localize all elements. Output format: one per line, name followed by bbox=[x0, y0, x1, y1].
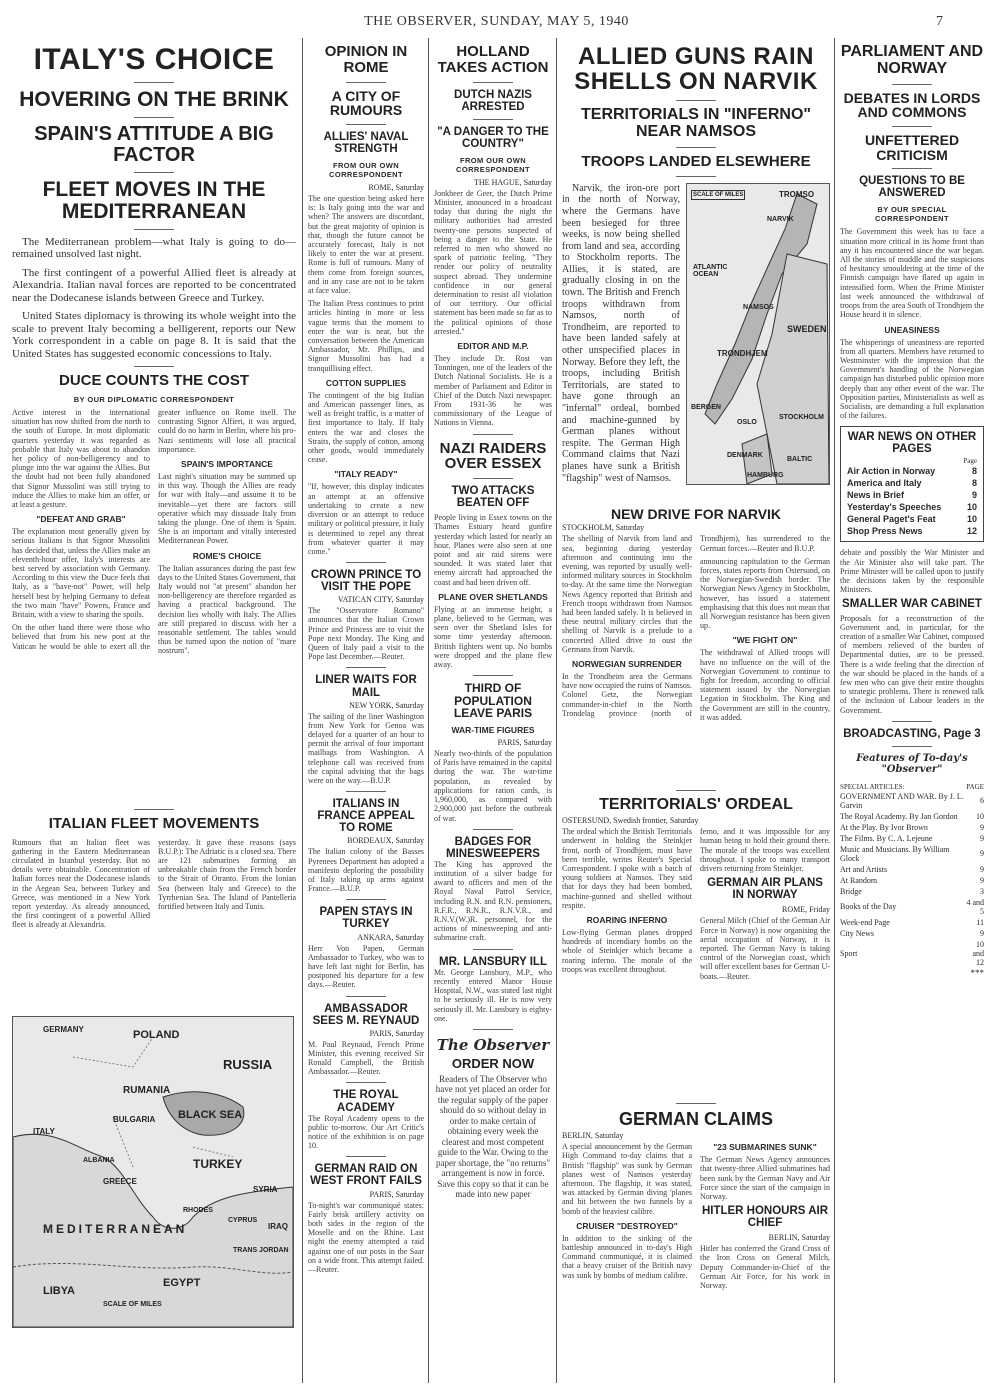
article-text: The whisperings of uneasiness are reported from all quarters. Members have returned to Westminster with the impression that the Government's handling of the Norwegian campaign has disturbed public opinion more deeply than any other event of the war. The Opposition parties, Ministerialists as well as Socialists, are demanding a full explanation of the failures. bbox=[840, 337, 984, 421]
separator bbox=[346, 996, 386, 997]
war-news-table bbox=[847, 465, 977, 537]
lead-paragraph: The first contingent of a powerful Allied fleet is already at Alexandria. Italian naval forces are reported to be concentrated near the Dodecanese islands between Greece and Turkey. bbox=[12, 266, 296, 304]
subhead: "DEFEAT AND GRAB" bbox=[36, 514, 126, 525]
map-label: ITALY bbox=[33, 1126, 55, 1136]
subhead: CRUISER "DESTROYED" bbox=[576, 1220, 678, 1231]
index-label: The Royal Academy. By Jan Gordon bbox=[840, 811, 958, 821]
deck: ALLIES' NAVAL STRENGTH bbox=[323, 130, 409, 155]
separator bbox=[892, 721, 932, 722]
article-text: To-night's war communiqué states: Fairly brisk artillery activity on both sides in the region of the Moselle and on the Rhine. Last night the enemy attempted a raid against one of our posts in the Saar on a wide front. This attempt failed.—Reuter. bbox=[308, 1200, 424, 1274]
map-scale: SCALE OF MILES bbox=[103, 1300, 162, 1308]
separator bbox=[346, 124, 386, 125]
deck: DEBATES IN LORDS AND COMMONS bbox=[843, 89, 981, 121]
map-label: GREECE bbox=[103, 1176, 137, 1186]
separator bbox=[473, 82, 513, 83]
byline: FROM OUR OWN CORRESPONDENT bbox=[329, 161, 403, 179]
separator bbox=[473, 1029, 513, 1030]
column-rule bbox=[556, 38, 557, 1383]
headline-german-air-plans: GERMAN AIR PLANS IN NORWAY bbox=[707, 877, 823, 902]
article-text: Herr Von Papen, German Ambassador to Turkey, who was to have left last night for Berlin, has postponed his departure for a few days.—Reuter. bbox=[308, 943, 424, 990]
index-page: 10 bbox=[966, 502, 977, 513]
index-page: 9 bbox=[980, 864, 984, 874]
dateline: VATICAN CITY, Saturday bbox=[337, 595, 424, 605]
article-text: Mr. George Lansbury, M.P., who recently entered Manor House Hospital, N.W., was stated last night to be seriously ill. He is now very seriously ill. Mr. Lansbury is eighty-one. bbox=[434, 967, 552, 1023]
deck: A CITY OF RUMOURS bbox=[329, 87, 403, 119]
article-text: The Italian assurances during the past few days to the United States Government, that Italy would not "at present" abandon her non-belligerency are therefore regarded as having a practical background. The decision lies wholly with Italy. The Allies are still prepared to discuss with her a reasonable settlement. The tables would thus be turned upon the notion of "mare nostrum". bbox=[158, 563, 296, 656]
masthead-title: THE OBSERVER, SUNDAY, MAY 5, 1940 bbox=[364, 14, 629, 29]
map-label: CYPRUS bbox=[228, 1216, 258, 1224]
separator bbox=[473, 434, 513, 435]
dateline: BERLIN, Saturday bbox=[768, 1233, 830, 1243]
headline-hitler-honours: HITLER HONOURS AIR CHIEF bbox=[701, 1205, 829, 1230]
separator bbox=[473, 675, 513, 676]
article-text: Active interest in the international situation has now shifted from the north to the south of Europe. In most diplomatic quarters yesterday it was regarded as probable that Italy was about to abandon her policy of non-belligerency and to plunge into the war against the Allies. But the doubt had not been fully abandoned that Signor Mussolini was still trying to induce the Allies to make him an offer, or at least a gesture. bbox=[12, 407, 150, 509]
index-page: 11 bbox=[976, 917, 984, 927]
index-row bbox=[840, 917, 984, 928]
index-row bbox=[840, 928, 984, 939]
page-column-label: Page bbox=[963, 457, 977, 466]
article-text: A special announcement by the German High Command to-day claims that a British "flagship" was sunk by German planes west of Namsos yesterday afternoon. The flagship, it was stated, was attacked by German diving 'planes and hit between the two funnels by a bomb of the heaviest calibre. bbox=[562, 1142, 692, 1216]
index-row bbox=[840, 939, 984, 968]
dateline: BORDEAUX, Saturday bbox=[347, 836, 424, 846]
map-label: TRANS JORDAN bbox=[233, 1246, 289, 1254]
separator bbox=[134, 117, 174, 118]
index-row bbox=[847, 525, 977, 537]
headline-ambassador: AMBASSADOR SEES M. REYNAUD bbox=[312, 1002, 420, 1027]
map-label: TROMSO bbox=[779, 189, 815, 199]
subhead: EDITOR AND M.P. bbox=[457, 341, 529, 351]
separator bbox=[473, 829, 513, 830]
article-text: Jonkheer de Geer, the Dutch Prime Minister, announced in a broadcast today that during the night the military authorities had arrested twenty-one persons suspected of being a danger to the State. He referred to men who showed no spark of patriotic feeling. "They render our policy of neutrality suspect abroad. They undermine confidence in our general determination to resist all violation of our territory. Our official statement has been made so far as to the political opinions of those arrested." bbox=[434, 188, 552, 336]
article-text: Rumours that an Italian fleet was gathering in the Eastern Mediterranean circulated in Istanbul yesterday. But no details were obtainable. Concentration of Italian forces near the Dodecanese islands in the Aegean Sea, between Turkey and Greece, was mentioned in a New York report yesterday. As already announced, the first contingent of a powerful Allied fleet is already at Alexandria. bbox=[12, 837, 150, 930]
separator bbox=[134, 172, 174, 173]
index-label: Books of the Day bbox=[840, 902, 897, 912]
deck: "A DANGER TO THE COUNTRY" bbox=[437, 125, 549, 150]
article-text: "If, however, this display indicates an attempt at an offensive undertaking to create a new diversion or an attempt to reduce military or political pressure, it Italy is determined to repel any threat from whatever quarter it may come." bbox=[308, 482, 424, 556]
index-label: GOVERNMENT AND WAR. By J. L. Garvin bbox=[840, 791, 964, 810]
map-label: HAMBURG bbox=[747, 471, 784, 479]
headline-nazi-raiders: NAZI RAIDERS OVER ESSEX bbox=[439, 439, 547, 473]
subhead: "WE FIGHT ON" bbox=[732, 635, 798, 646]
dateline: NEW YORK, Saturday bbox=[349, 700, 424, 710]
article-text: In addition to the sinking of the battleship announced in to-day's High Command communiqué, it is claimed that a heavy cruiser of the British navy was sunk by bombs of medium calibre. bbox=[562, 1233, 692, 1280]
column-rule bbox=[302, 38, 303, 1383]
deck-fleet: FLEET MOVES IN THE MEDITERRANEAN bbox=[42, 177, 266, 223]
index-label: Air Action in Norway bbox=[847, 466, 936, 477]
article-text: They include Dr. Rost van Tonningen, one of the leaders of the Dutch National Socialists. He is a member of Parliament and Editor in Chief of the Dutch Nazi newspaper. From 1931-36 he was commissionary of the League of Nations in Vienna. bbox=[434, 354, 552, 428]
index-row bbox=[847, 489, 977, 501]
index-page: 10 bbox=[976, 811, 984, 821]
index-row bbox=[840, 822, 984, 833]
index-row bbox=[840, 897, 984, 917]
separator bbox=[473, 949, 513, 950]
column-italy bbox=[12, 38, 296, 1383]
index-page: 9 bbox=[980, 849, 984, 859]
separator bbox=[134, 366, 174, 367]
headline-new-drive: NEW DRIVE FOR NARVIK bbox=[610, 505, 782, 522]
separator bbox=[473, 119, 513, 120]
narvik-lead-block bbox=[562, 183, 830, 503]
index-page: 9 bbox=[980, 875, 984, 885]
article-text: Low-flying German planes dropped hundreds of incendiary bombs on the whole of Steinkjer which became a roaring inferno. The morale of the troops was excellent throughout. bbox=[562, 928, 692, 974]
separator bbox=[676, 790, 716, 791]
headline-allied-guns: ALLIED GUNS RAIN SHELLS ON NARVIK bbox=[574, 43, 818, 96]
map-label: DENMARK bbox=[727, 451, 763, 459]
article-text: The one question being asked here is: Is Italy going into the war and when? The answers are discordant, but the great majority of opinion is that, though the future cannot be accurately forecast, Italy is not likely to enter the war at present. Rome is full of rumours. Many of them come from foreign sources, and in any case are not to be taken at face value. bbox=[308, 194, 424, 296]
index-page: 9 bbox=[980, 833, 984, 843]
duce-article-body bbox=[12, 408, 296, 803]
headline-royal-academy: THE ROYAL ACADEMY bbox=[333, 1089, 399, 1114]
index-page: 8 bbox=[971, 478, 977, 489]
article-text: ferno, and it was impossible for any human being to hold their ground there. The morale of the troops was excellent throughout. I spoke to many transport drivers returning from Steinkjer. bbox=[700, 827, 830, 874]
map-label: ATLANTIC OCEAN bbox=[693, 263, 728, 278]
subhead: "ITALY READY" bbox=[334, 469, 398, 480]
column-rule bbox=[834, 38, 835, 1383]
map-label: TURKEY bbox=[193, 1156, 243, 1171]
dateline: BERLIN, Saturday bbox=[562, 1131, 624, 1141]
map-label: BERGEN bbox=[691, 403, 721, 411]
index-label: Yesterday's Speeches bbox=[847, 502, 942, 513]
article-text: announcing capitulation to the German forces, states reports from Ostersund, on the Norwegian-Swedish border. The Norwegian News Agency in Stockholm, however, has issued a statement emphasising that this does not mean that all Norwegian resistance has been given up. bbox=[700, 556, 830, 631]
index-row bbox=[840, 844, 984, 864]
separator bbox=[134, 229, 174, 230]
subhead: COTTON SUPPLIES bbox=[325, 377, 407, 388]
index-row bbox=[847, 477, 977, 489]
separator bbox=[473, 478, 513, 479]
map-label: SWEDEN bbox=[787, 323, 827, 334]
index-row bbox=[847, 501, 977, 513]
headline-third-population: THIRD OF POPULATION LEAVE PARIS bbox=[453, 681, 533, 721]
article-text: The withdrawal of Allied troops will have no influence on the will of the Norwegian Government to continue to fight for freedom, according to official statement issued by the Norwegian Legation in Stockholm. The King and the Government are still in the country, it was added. bbox=[700, 648, 830, 722]
deck-troops-landed: TROOPS LANDED ELSEWHERE bbox=[581, 152, 811, 170]
map-label: RUMANIA bbox=[123, 1084, 171, 1096]
article-text: M. Paul Reynaud, French Prime Minister, this evening received Sir Ronald Campbell, the British Ambassador.—Reuter. bbox=[308, 1039, 424, 1077]
index-row bbox=[847, 465, 977, 477]
article-text: Nearly two-thirds of the population of Paris have remained in the capital during the war. The war-time population, as revealed by applications for ration cards, is 1,960,000, as compared with 2,900,000 just before the outbreak of war. bbox=[434, 749, 552, 823]
index-row bbox=[840, 791, 984, 811]
subhead: PLANE OVER SHETLANDS bbox=[438, 591, 548, 602]
subhead: WAR-TIME FIGURES bbox=[451, 725, 535, 736]
separator bbox=[134, 82, 174, 83]
map-label: BALTIC bbox=[787, 455, 813, 463]
dateline: ANKARA, Saturday bbox=[357, 932, 424, 942]
index-row bbox=[840, 875, 984, 886]
headline-papen: PAPEN STAYS IN TURKEY bbox=[319, 906, 413, 931]
index-label: Music and Musicians. By William Glock bbox=[840, 844, 950, 863]
map-label: LIBYA bbox=[43, 1284, 75, 1297]
column-rule bbox=[428, 38, 429, 1383]
index-label: Bridge bbox=[840, 886, 862, 896]
dateline: THE HAGUE, Saturday bbox=[474, 177, 552, 187]
map-label: STOCKHOLM bbox=[779, 413, 824, 421]
index-row bbox=[840, 811, 984, 822]
separator bbox=[892, 746, 932, 747]
headline-parliament: PARLIAMENT AND NORWAY bbox=[840, 43, 984, 77]
deck-territorials: TERRITORIALS IN "INFERNO" NEAR NAMSOS bbox=[581, 106, 811, 141]
headline-german-raid: GERMAN RAID ON WEST FRONT FAILS bbox=[310, 1163, 422, 1188]
separator bbox=[892, 126, 932, 127]
headline-lansbury: MR. LANSBURY ILL bbox=[439, 955, 547, 968]
separator bbox=[346, 1082, 386, 1083]
war-news-title: WAR NEWS ON OTHER PAGES bbox=[847, 431, 977, 456]
article-text: The Italian colony of the Basses Pyrenees Department has adopted a manifesto deploring the possibility of Italy taking up arms against France.—B.U.P. bbox=[308, 847, 424, 894]
byline: FROM OUR OWN CORRESPONDENT bbox=[456, 155, 530, 174]
index-page: 8 bbox=[971, 466, 977, 477]
index-page: 4 and 5 bbox=[966, 897, 984, 916]
article-text: The King has approved the institution of a silver badge for award to officers and men of the Royal Naval Patrol Service, including R.N. and R.N. pensioners, R.F.R., R.N.R., R.N.V.R., and R.N.V.(W.)R. personnel, for the actions of minesweeping and anti-submarine craft. bbox=[434, 859, 552, 943]
lead-paragraph: Narvik, the iron-ore port in the north of Norway, where the Germans have been besieged for three weeks, is now being shelled from land and sea, according to Stockholm reports. The Allies, it is stated, are gradually closing in on the town. The British and French troops withdrawn from Namsos, north of Trondheim, are reported to have been landed safely at other unspecified places in Norway. Before they left, the troops, including British Territorials, are stated to have gone through an "infernal" ordeal, bombed and machine-gunned by German planes without respite. The German High Command claims that Nazi planes have sunk a British "flagship" west of Namsos. bbox=[562, 182, 680, 484]
end-mark: *** bbox=[970, 967, 984, 978]
index-label: At Random bbox=[840, 875, 878, 885]
separator bbox=[346, 791, 386, 792]
byline: BY OUR DIPLOMATIC CORRESPONDENT bbox=[73, 394, 235, 404]
map-label: NARVIK bbox=[767, 215, 794, 223]
column-narvik bbox=[562, 38, 830, 1383]
deck-hovering: HOVERING ON THE BRINK bbox=[19, 87, 289, 111]
separator bbox=[134, 809, 174, 810]
dateline: ROME, Friday bbox=[782, 905, 830, 915]
headline-italys-choice: ITALY'S CHOICE bbox=[33, 43, 275, 76]
column-parliament bbox=[840, 38, 984, 1383]
map-label: GERMANY bbox=[43, 1024, 84, 1034]
deck: QUESTIONS TO BE ANSWERED bbox=[859, 175, 965, 200]
index-page: 9 bbox=[971, 490, 977, 501]
headline-holland: HOLLAND TAKES ACTION bbox=[437, 43, 549, 76]
order-now-text: Readers of The Observer who have not yet placed an order for the regular supply of the paper should do so without delay in order to make certain of obtaining every week the clearest and most competent guide to the War. Owing to the paper shortage, the "no returns" arrangement is now in force. Save this copy so that it can be made into new paper bbox=[435, 1073, 551, 1200]
index-label: General Paget's Feat bbox=[847, 514, 936, 525]
article-text: In the Trondheim area the Germans have now occupied the ruins of Namsos. Colonel Getz, the Norwegian commander-in-chief in the North Trondelag province (north of Trondhjem), has surrendered to the German forces.—Reuter and B.U.P. bbox=[562, 534, 830, 718]
separator bbox=[346, 562, 386, 563]
dateline: STOCKHOLM, Saturday bbox=[562, 523, 645, 533]
article-text: The explanation most generally given by serious Italians is that Signor Mussolini has decided that, unless the Allies make an eleventh-hour offer, Italy's interests are best served by association with Germany. According to this view the Duce feels that Italy, as a "have-not" Power, will help herself best by helping Germany to defeat the two main "have" Powers, France and Britain, with a view to sharing the spoils. bbox=[12, 527, 150, 619]
masthead bbox=[10, 14, 983, 34]
headline-badges: BADGES FOR MINESWEEPERS bbox=[446, 835, 540, 860]
map-label: TRONDHJEM bbox=[717, 348, 768, 358]
map-scale: SCALE OF MILES bbox=[693, 191, 744, 198]
deck: TWO ATTACKS BEATEN OFF bbox=[451, 485, 535, 510]
subhead: ROARING INFERNO bbox=[586, 915, 668, 926]
byline: BY OUR SPECIAL CORRESPONDENT bbox=[875, 205, 949, 224]
article-text: The contingent of the big Italian and American passenger lines, as well as freight traffic, is a matter of first importance to Italy. If Italy enters the war and closes the Straits, the supply of cotton, among other goods, would immediately cease. bbox=[308, 390, 424, 465]
map-label: SYRIA bbox=[253, 1184, 278, 1194]
article-text: The Royal Academy opens to the public to-morrow. Our Art Critic's notice of the exhibition is on page 10. bbox=[308, 1113, 424, 1151]
features-title: Features of To-day's "Observer" bbox=[856, 752, 968, 775]
lead-paragraph: The Mediterranean problem—what Italy is going to do—remained unsolved last night. bbox=[12, 235, 296, 261]
index-page: 9 bbox=[980, 822, 984, 832]
map-label: RHODES bbox=[183, 1206, 213, 1214]
article-text: General Milch (Chief of the German Air Force in Norway) is now organising the aerial occupation of Norway, it is reported. The German Navy is taking control of the Norwegian coast, which will offer excellent bases for German U-boats.—Reuter. bbox=[700, 916, 830, 981]
index-label: City News bbox=[840, 928, 874, 938]
article-text: Hitler has conferred the Grand Cross of the Iron Cross on General Milch, Deputy Commander-in-Chief of the German Air Force, for his work in Norway. bbox=[700, 1244, 830, 1291]
fleet-article-body bbox=[12, 838, 296, 1008]
subhead: NORWEGIAN SURRENDER bbox=[572, 659, 682, 670]
subhead: "23 SUBMARINES SUNK" bbox=[713, 1142, 817, 1153]
article-text: The "Osservatore Romano" announces that the Italian Crown Prince and Princess are to visit the Pope next Monday. The King and Queen of Italy paid a visit to the Pope last December.—Reuter. bbox=[308, 606, 424, 662]
index-label: Shop Press News bbox=[847, 526, 923, 537]
deck-spain: SPAIN'S ATTITUDE A BIG FACTOR bbox=[34, 122, 274, 166]
article-text: The German News Agency announces that twenty-three Allied submarines had been sunk by the German Navy and Air Force since the start of the campaign in Norway. bbox=[700, 1155, 830, 1201]
separator bbox=[892, 168, 932, 169]
subhead: UNEASINESS bbox=[884, 324, 940, 335]
article-text: Proposals for a reconstruction of the Government and, in particular, for the creation of a smaller War Cabinet, composed of members relieved of the burden of Departmental duties, are to be pressed. There is a wide feeling that the direction of the war should be placed in the hands of a few men who can give their entire thoughts to strategic problems. There is renewed talk of the inclusion of Labour leaders in the Government. bbox=[840, 613, 984, 715]
headline-duce: DUCE COUNTS THE COST bbox=[58, 372, 249, 390]
separator bbox=[892, 84, 932, 85]
map-label: MEDITERRANEAN bbox=[43, 1221, 188, 1236]
map-label: IRAQ bbox=[268, 1221, 288, 1231]
map-label: BLACK SEA bbox=[178, 1108, 243, 1121]
map-label: OSLO bbox=[737, 418, 757, 426]
index-label: America and Italy bbox=[847, 478, 922, 489]
headline-german-claims: GERMAN CLAIMS bbox=[619, 1109, 773, 1130]
index-page: 6 bbox=[980, 796, 984, 806]
index-row bbox=[840, 886, 984, 897]
index-row bbox=[847, 513, 977, 525]
dateline: PARIS, Saturday bbox=[497, 738, 552, 748]
article-text: yesterday. It gave these reasons (says B.U.P.): The Adriatic is a closed sea. There are 121 submarines forming an unbreakable chain from the French border to the Strait of Otranto. From the Ionian Sea (between Italy and Greece) to the Tyrrhenian Sea. The Island of Pantelleria fortified between Italy and Tunis. bbox=[158, 837, 296, 912]
deck: DUTCH NAZIS ARRESTED bbox=[454, 88, 532, 113]
features-box bbox=[840, 781, 984, 980]
index-label: At the Play. By Ivor Brown bbox=[840, 822, 928, 832]
headline-liner: LINER WAITS FOR MAIL bbox=[315, 674, 417, 699]
article-text: Last night's situation may be summed up in this way. Though the Allies are ready for war with Italy—and assume it to be inevitable—yet there are factors still operative which may dissuade Italy from taking the plunge. One of them is Spain. She is an important and vitally interested Mediterranean Power. bbox=[158, 471, 296, 546]
dateline: ROME, Saturday bbox=[368, 183, 424, 192]
map-label: ALBANIA bbox=[83, 1156, 115, 1164]
index-page: 3 bbox=[980, 886, 984, 896]
article-text: On the other hand there were those who believed that from his new post at the Vatican he would be able to exert all the greater influence on Rome itself. The contrasting Signor Alfieri, it was argued, could do no harm in Berlin, where his pro-Nazi sentiments will lose all practical importance. bbox=[12, 407, 296, 651]
subhead: ROME'S CHOICE bbox=[192, 550, 262, 561]
article-text: The shelling of Narvik from land and sea, beginning during yesterday afternoon and continuing into the evening, was reported by usually well-informed military sources in Stockholm to-day. At the same time the Norwegian News Agency reported that British and French troops withdrawn from Namsos had been landed safely. It is believed in these neutral military circles that the shelling of Narvik is a prelude to a concerted Allied drive to oust the Germans from Narvik. bbox=[562, 534, 692, 654]
map-label: EGYPT bbox=[163, 1276, 201, 1289]
article-text: The Government this week has to face a situation more critical in its home front than any it has encountered since the war began. All the stories of muddle and the suspicions of hesitancy smouldering at the time of the Finnish campaign have flared up again in intensified form. When the Prime Minister last week announced the withdrawal of troops from the area South of Trondhjem the House heard it in silence. bbox=[840, 227, 984, 320]
index-label: News in Brief bbox=[847, 490, 905, 501]
separator bbox=[346, 667, 386, 668]
drive-article-body bbox=[562, 534, 830, 784]
map-label: RUSSIA bbox=[223, 1056, 273, 1072]
separator bbox=[346, 82, 386, 83]
features-page-label: PAGE bbox=[966, 782, 984, 791]
headline-italians-france: ITALIANS IN FRANCE APPEAL TO ROME bbox=[317, 798, 415, 835]
separator bbox=[676, 176, 716, 177]
dateline: PARIS, Saturday bbox=[369, 1189, 424, 1199]
deck: UNFETTERED CRITICISM bbox=[864, 131, 960, 163]
dateline: OSTERSUND, Swedish frontier, Saturday bbox=[562, 816, 699, 826]
separator bbox=[676, 100, 716, 101]
index-label: Sport bbox=[840, 948, 858, 958]
index-row bbox=[840, 864, 984, 875]
map-label: BULGARIA bbox=[113, 1114, 156, 1124]
page-number: 7 bbox=[936, 14, 943, 29]
article-text: People living in Essex towns on the Thames Estuary heard gunfire yesterday which lasted for nearly an hour. Planes were also seen at one point and air raid sirens were sounded. It was stated later that enemy aircraft had approached the coast and had been driven off. bbox=[434, 513, 552, 587]
index-page: 10 and 12 bbox=[972, 939, 984, 967]
map-label: NAMSOS bbox=[743, 303, 774, 311]
ordeal-article-body bbox=[562, 827, 830, 1097]
claims-article-body bbox=[562, 1142, 830, 1372]
index-label: Week-end Page bbox=[840, 917, 890, 927]
article-text: The ordeal which the British Territorials underwent in holding the Steinkjer front, north of Trondhjem, must have been terrible, writes Reuter's Special Correspondent. I spoke with a batch of young soldiers at Namsos. They said that for days they had been bombed, machine-gunned and shelled without respite. bbox=[562, 827, 692, 910]
map-graphic bbox=[687, 184, 829, 484]
dateline: PARIS, Saturday bbox=[369, 1028, 424, 1038]
index-page: 12 bbox=[966, 526, 977, 537]
features-header bbox=[840, 783, 984, 791]
column-rome bbox=[308, 38, 424, 1383]
norway-map bbox=[686, 183, 830, 485]
subhead: SPAIN'S IMPORTANCE bbox=[181, 458, 273, 469]
observer-logo: The Observer bbox=[436, 1035, 550, 1054]
column-holland bbox=[434, 38, 552, 1383]
article-text: Flying at an immense height, a plane, believed to be German, was seen over the Shetland Isles for some time yesterday afternoon. British fighters went up. No bombs were dropped and the plane flew away. bbox=[434, 604, 552, 670]
separator bbox=[676, 147, 716, 148]
headline-opinion-rome: OPINION IN ROME bbox=[324, 43, 408, 76]
war-news-box bbox=[840, 426, 984, 542]
index-page: 10 bbox=[966, 514, 977, 525]
separator bbox=[346, 899, 386, 900]
order-now-heading: ORDER NOW bbox=[451, 1055, 535, 1071]
headline-territorials-ordeal: TERRITORIALS' ORDEAL bbox=[599, 796, 793, 814]
features-table bbox=[840, 791, 984, 968]
map-label: POLAND bbox=[133, 1028, 180, 1041]
mediterranean-map bbox=[12, 1016, 294, 1328]
headline-fleet-movements: ITALIAN FLEET MOVEMENTS bbox=[48, 814, 260, 832]
article-text: The Italian Press continues to print articles hinting in more or less vague terms that the moment to enter the war is near, but the conversation between the American Ambassador, Mr. Phillips, and Signor Mussolini has had a tranquillising effect. bbox=[308, 299, 424, 373]
index-page: 9 bbox=[980, 928, 984, 938]
headline-crown-prince: CROWN PRINCE TO VISIT THE POPE bbox=[310, 569, 422, 594]
article-text: The sailing of the liner Washington from New York for Genoa was delayed for a quarter of an hour to permit the arrival of four important mailbags from Washington. A telephone call was received from the capital advising that the bags were on the way.—B.U.P. bbox=[308, 711, 424, 785]
article-text: debate and possibly the War Minister and the Air Minister also will take part. The Prime Minister will be called upon to justify the decisions taken by the responsible Ministers. bbox=[840, 548, 984, 595]
broadcasting-notice: BROADCASTING, Page 3 bbox=[843, 727, 981, 740]
index-row bbox=[840, 833, 984, 844]
separator bbox=[676, 1103, 716, 1104]
separator bbox=[346, 1156, 386, 1157]
index-label: Art and Artists bbox=[840, 864, 888, 874]
features-subhead: SPECIAL ARTICLES: bbox=[840, 782, 905, 791]
lead-paragraph: United States diplomacy is throwing its whole weight into the scale to prevent Italy becoming a belligerent, reports our New York correspondent in a cable on page 8. It is said that the United States has suggested economic concessions to Italy. bbox=[12, 310, 296, 360]
index-label: The Films. By C. A. Lejeune bbox=[840, 833, 933, 843]
headline-smaller-cabinet: SMALLER WAR CABINET bbox=[842, 598, 982, 611]
